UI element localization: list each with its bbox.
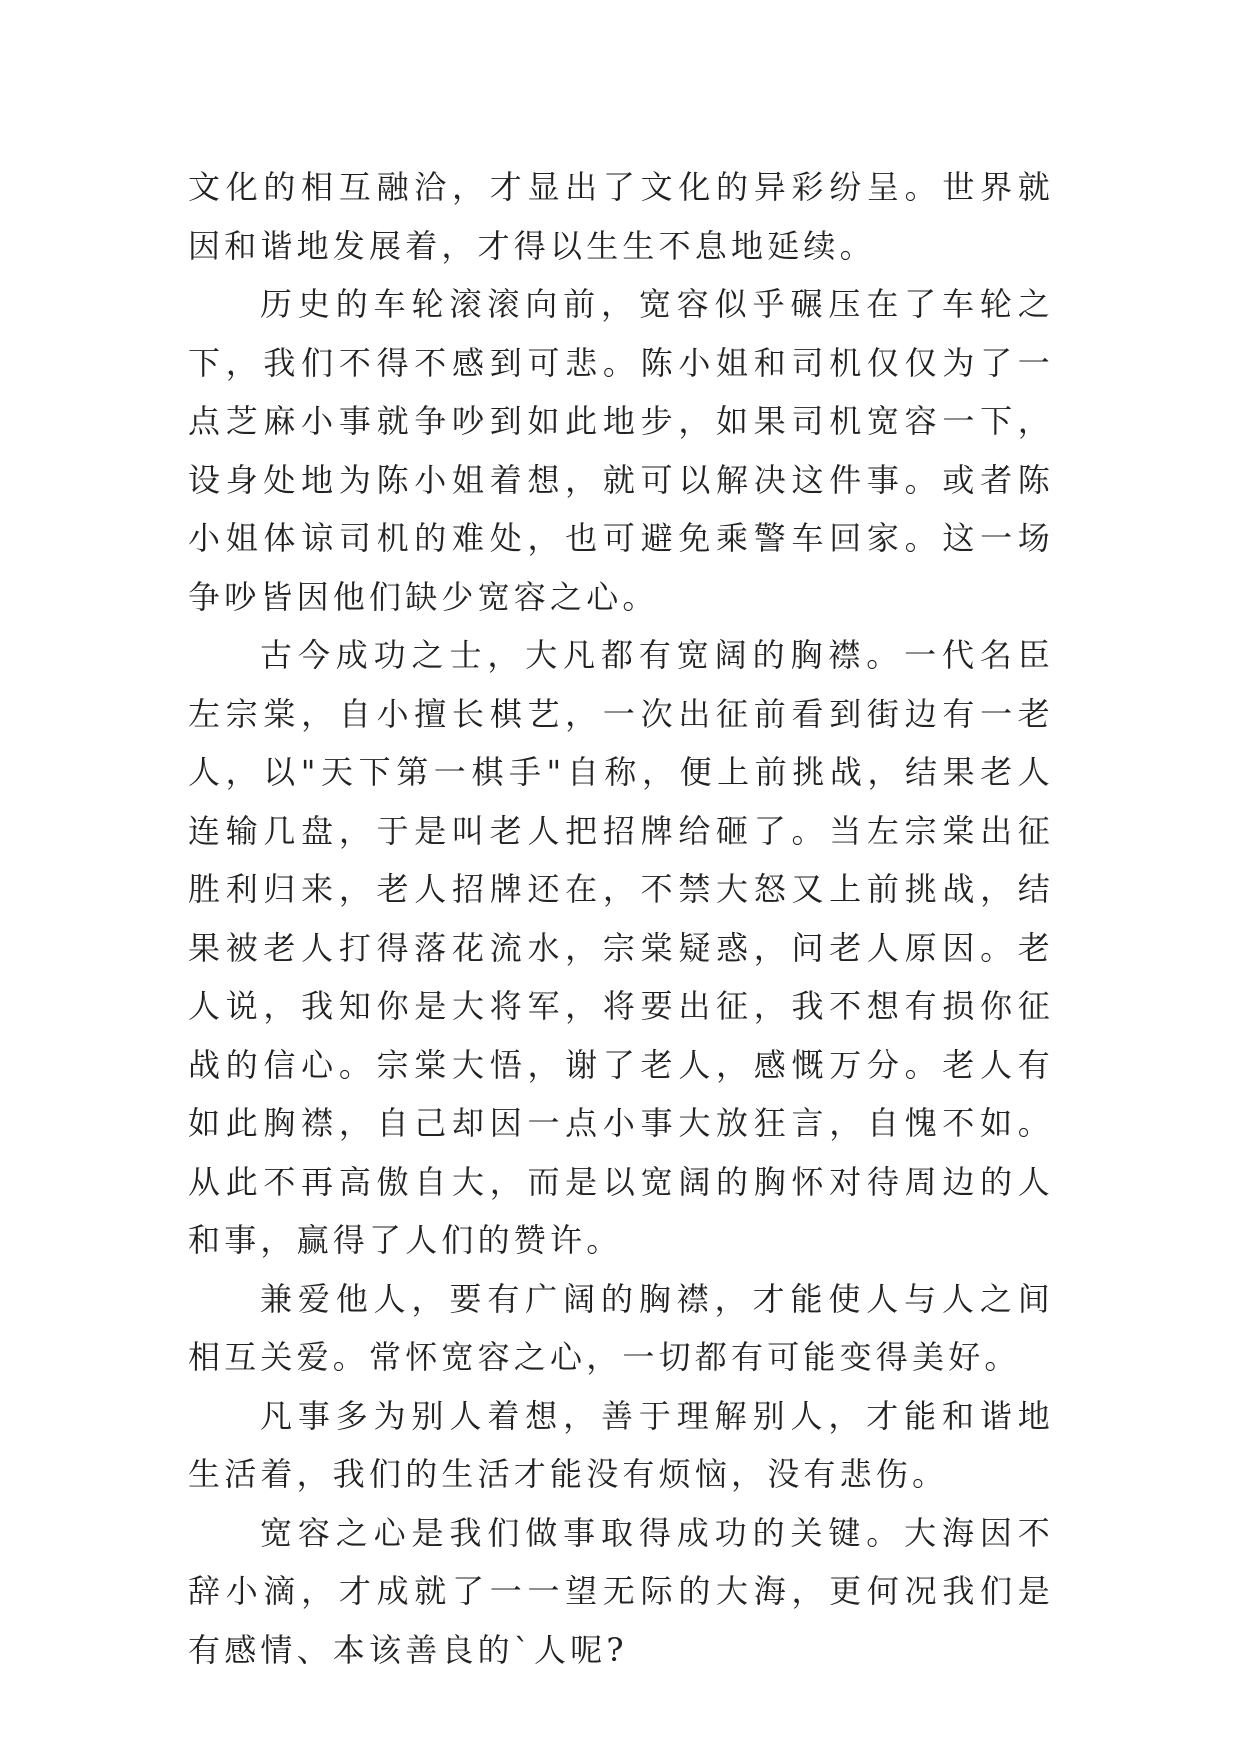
paragraph-1: 文化的相互融洽，才显出了文化的异彩纷呈。世界就因和谐地发展着，才得以生生不息地延续。 — [188, 168, 1054, 265]
paragraph-4: 兼爱他人，要有广阔的胸襟，才能使人与人之间相互关爱。常怀宽容之心，一切都有可能变得美好。 — [188, 1279, 1054, 1376]
paragraph-6: 宽容之心是我们做事取得成功的关键。大海因不辞小滴，才成就了一一望无际的大海，更何况我们是有感情、本该善良的`人呢? — [188, 1513, 1054, 1669]
paragraph-3: 古今成功之士，大凡都有宽阔的胸襟。一代名臣左宗棠，自小擅长棋艺，一次出征前看到街边有一老人，以"天下第一棋手"自称，便上前挑战，结果老人连输几盘，于是叫老人把招牌给砸了。当左宗棠出征胜利归来，老人招牌还在，不禁大怒又上前挑战，结果被老人打得落花流水，宗棠疑惑，问老人原因。老人说，我知你是大将军，将要出征，我不想有损你征战的信心。宗棠大悟，谢了老人，感慨万分。老人有如此胸襟，自己却因一点小事大放狂言，自愧不如。从此不再高傲自大，而是以宽阔的胸怀对待周边的人和事，赢得了人们的赞许。 — [188, 636, 1054, 1259]
document-body — [188, 158, 1054, 1679]
paragraph-5: 凡事多为别人着想，善于理解别人，才能和谐地生活着，我们的生活才能没有烦恼，没有悲伤。 — [188, 1396, 1054, 1493]
paragraph-2: 历史的车轮滚滚向前，宽容似乎碾压在了车轮之下，我们不得不感到可悲。陈小姐和司机仅仅为了一点芝麻小事就争吵到如此地步，如果司机宽容一下，设身处地为陈小姐着想，就可以解决这件事。或者陈小姐体谅司机的难处，也可避免乘警车回家。这一场争吵皆因他们缺少宽容之心。 — [188, 285, 1054, 616]
